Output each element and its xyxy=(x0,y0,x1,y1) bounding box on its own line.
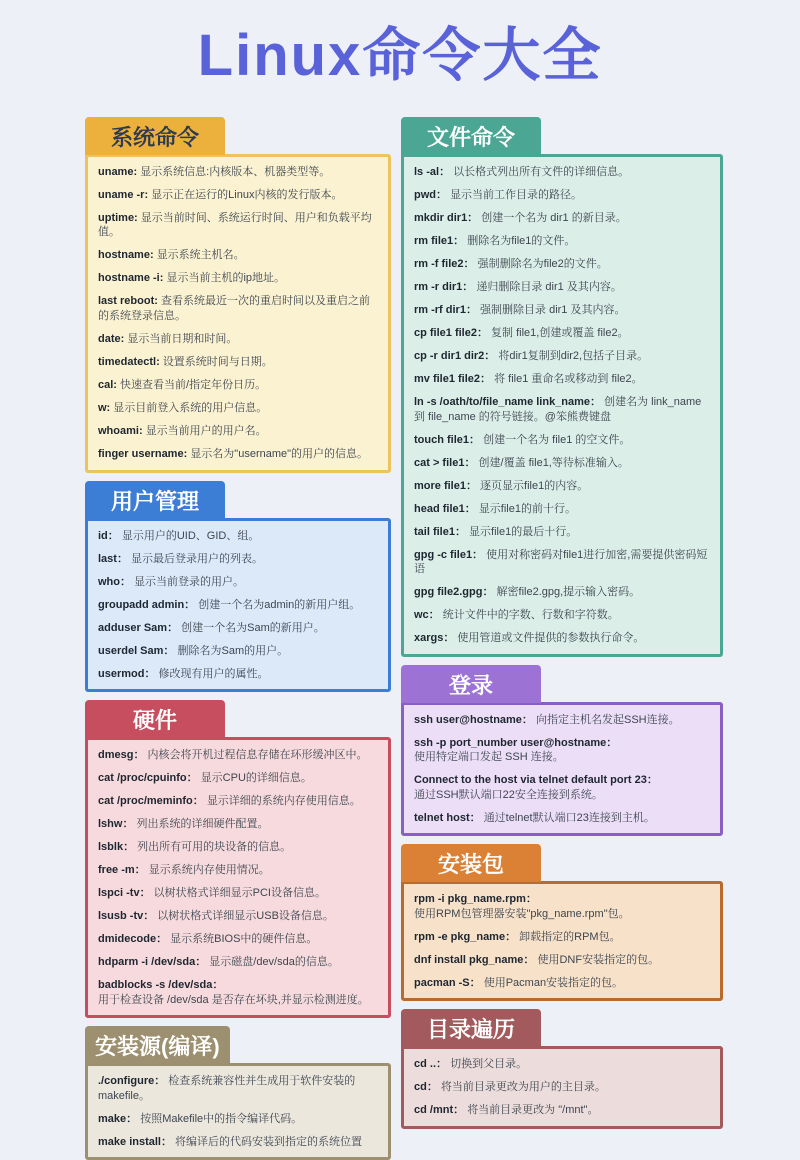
command-name: pacman -S： xyxy=(414,976,481,989)
command-name: rpm -i pkg_name.rpm： xyxy=(414,893,537,906)
section-header-tab xyxy=(401,665,541,703)
command-description: 显示CPU的详细信息。 xyxy=(200,772,312,785)
section-install-source xyxy=(85,1026,391,1160)
command-description: 将当前目录更改为用户的主目录。 xyxy=(440,1081,606,1094)
command-entry xyxy=(414,257,710,272)
command-entry xyxy=(414,349,710,364)
command-name: mkdir dir1： xyxy=(414,211,479,224)
command-name: cal: xyxy=(98,379,117,392)
command-description: 使用管道或文件提供的参数执行命令。 xyxy=(457,632,645,645)
command-name: dmidecode： xyxy=(98,933,168,946)
command-entry xyxy=(98,1112,378,1127)
command-description: 显示磁盘/dev/sda的信息。 xyxy=(209,956,339,969)
command-entry xyxy=(98,188,378,203)
command-name: adduser Sam： xyxy=(98,621,179,634)
section-body xyxy=(401,154,723,657)
command-entry xyxy=(414,211,710,226)
command-name: date: xyxy=(98,333,125,346)
command-entry xyxy=(98,271,378,286)
section-title: 安装包 xyxy=(437,852,504,878)
command-name: who： xyxy=(98,575,131,588)
command-name: lshw： xyxy=(98,818,134,831)
command-entry xyxy=(98,1074,378,1103)
command-entry xyxy=(98,978,378,1007)
section-header-tab xyxy=(85,117,225,155)
command-description: 创建/覆盖 file1,等待标准输入。 xyxy=(478,456,629,469)
command-entry xyxy=(98,355,378,370)
right-column xyxy=(401,117,723,1160)
section-body xyxy=(85,154,391,473)
command-name: id： xyxy=(98,529,119,542)
command-entry xyxy=(414,280,710,295)
command-entry xyxy=(414,713,710,728)
command-entry xyxy=(414,525,710,540)
command-description: 以树状格式详细显示PCI设备信息。 xyxy=(153,887,326,900)
command-entry xyxy=(98,644,378,659)
section-title: 文件命令 xyxy=(426,124,515,150)
command-description: 将 file1 重命名或移动到 file2。 xyxy=(494,373,643,386)
command-description: 统计文件中的字数、行数和字符数。 xyxy=(442,609,619,622)
command-description: 创建名为 link_name 到 file_name 的符号链接。@笨熊费键盘 xyxy=(414,396,702,423)
command-entry xyxy=(98,552,378,567)
section-body xyxy=(401,1046,723,1129)
command-description: 使用Pacman安装指定的包。 xyxy=(483,976,624,989)
command-name: uname: xyxy=(98,165,138,178)
command-description: 显示当前用户的用户名。 xyxy=(145,425,267,438)
command-name: make： xyxy=(98,1112,138,1125)
command-name: rm -f file2： xyxy=(414,257,475,270)
command-description: 强制删除名为file2的文件。 xyxy=(477,257,608,270)
command-entry xyxy=(98,932,378,947)
command-description: 以长格式列出所有文件的详细信息。 xyxy=(453,165,630,178)
command-description: 创建一个名为 dir1 的新目录。 xyxy=(481,211,627,224)
section-file-commands xyxy=(401,117,723,657)
command-entry xyxy=(98,401,378,416)
command-name: whoami: xyxy=(98,425,143,438)
command-description: 删除名为file1的文件。 xyxy=(467,234,576,247)
command-entry xyxy=(414,456,710,471)
section-header-tab xyxy=(401,117,541,155)
command-entry xyxy=(414,953,710,968)
section-header-tab xyxy=(85,700,225,738)
section-title: 安装源(编译) xyxy=(95,1034,220,1060)
command-name: usermod： xyxy=(98,667,156,680)
section-title: 系统命令 xyxy=(110,124,199,150)
command-name: gpg -c file1： xyxy=(414,548,484,561)
command-entry xyxy=(98,378,378,393)
command-name: cat > file1： xyxy=(414,456,476,469)
section-body xyxy=(85,518,391,693)
command-name: uptime: xyxy=(98,211,138,224)
command-name: Connect to the host via telnet default port 23： xyxy=(414,774,658,787)
command-description: 显示file1的前十行。 xyxy=(478,502,576,515)
command-name: ssh user@hostname： xyxy=(414,713,533,726)
command-description: 列出所有可用的块设备的信息。 xyxy=(137,841,292,854)
command-name: ./configure： xyxy=(98,1075,166,1088)
command-entry xyxy=(414,811,710,826)
section-title: 用户管理 xyxy=(110,488,199,514)
columns-container xyxy=(0,117,800,1160)
command-name: timedatectl: xyxy=(98,356,160,369)
command-description: 将当前目录更改为 "/mnt"。 xyxy=(467,1104,599,1117)
section-body xyxy=(85,737,391,1018)
command-name: more file1： xyxy=(414,479,477,492)
command-description: 切换到父目录。 xyxy=(450,1058,528,1071)
command-description: 查看系统最近一次的重启时间以及重启之前的系统登录信息。 xyxy=(98,295,370,322)
command-entry xyxy=(98,332,378,347)
command-description: 删除名为Sam的用户。 xyxy=(177,644,289,657)
section-system-commands xyxy=(85,117,391,473)
command-name: cd： xyxy=(414,1081,438,1094)
command-description: 显示名为"username"的用户的信息。 xyxy=(190,448,369,461)
command-entry xyxy=(414,548,710,577)
command-description: 显示系统主机名。 xyxy=(156,249,245,262)
command-description: 列出系统的详细硬件配置。 xyxy=(136,818,269,831)
command-description: 显示系统信息:内核版本、机器类型等。 xyxy=(140,165,331,178)
command-entry xyxy=(98,424,378,439)
command-name: badblocks -s /dev/sda： xyxy=(98,979,224,992)
command-name: lsusb -tv： xyxy=(98,910,155,923)
command-description: 通过SSH默认端口22安全连接到系统。 xyxy=(414,788,603,801)
command-name: last reboot: xyxy=(98,295,158,308)
command-description: 显示当前登录的用户。 xyxy=(134,575,245,588)
command-name: telnet host： xyxy=(414,811,481,824)
command-name: cat /proc/meminfo： xyxy=(98,795,204,808)
command-entry xyxy=(414,234,710,249)
command-entry xyxy=(98,621,378,636)
section-hardware xyxy=(85,700,391,1018)
command-entry xyxy=(414,326,710,341)
command-name: rpm -e pkg_name： xyxy=(414,930,517,943)
command-entry xyxy=(98,575,378,590)
command-name: w: xyxy=(98,402,111,415)
command-name: mv file1 file2： xyxy=(414,373,492,386)
command-name: dmesg： xyxy=(98,749,145,762)
command-entry xyxy=(98,447,378,462)
command-description: 内核会将开机过程信息存储在环形缓冲区中。 xyxy=(147,749,368,762)
command-description: 卸载指定的RPM包。 xyxy=(519,930,621,943)
command-description: 检查系统兼容性并生成用于软件安装的makefile。 xyxy=(98,1075,356,1102)
command-entry xyxy=(98,748,378,763)
command-description: 显示file1的最后十行。 xyxy=(469,525,578,538)
command-entry xyxy=(98,598,378,613)
command-description: 使用DNF安装指定的包。 xyxy=(537,953,660,966)
command-entry xyxy=(98,840,378,855)
command-entry xyxy=(414,165,710,180)
command-entry xyxy=(414,1103,710,1118)
command-description: 将编译后的代码安装到指定的系统位置 xyxy=(175,1135,363,1148)
section-title: 登录 xyxy=(448,672,493,698)
command-description: 以树状格式详细显示USB设备信息。 xyxy=(157,910,334,923)
command-name: cd ..： xyxy=(414,1058,448,1071)
command-entry xyxy=(414,479,710,494)
command-name: uname -r: xyxy=(98,188,149,201)
command-entry xyxy=(414,502,710,517)
section-header-tab xyxy=(85,1026,230,1064)
command-entry xyxy=(414,773,710,802)
command-entry xyxy=(414,395,710,424)
command-name: cd /mnt： xyxy=(414,1104,465,1117)
command-name: cp -r dir1 dir2： xyxy=(414,350,496,363)
command-entry xyxy=(98,248,378,263)
command-description: 显示当前主机的ip地址。 xyxy=(166,272,286,285)
command-entry xyxy=(414,585,710,600)
command-entry xyxy=(414,1057,710,1072)
command-description: 用于检查设备 /dev/sda 是否存在坏块,并显示检测进度。 xyxy=(98,993,369,1006)
section-title: 目录遍历 xyxy=(426,1017,515,1043)
command-name: lsblk： xyxy=(98,841,135,854)
command-entry xyxy=(98,211,378,240)
command-name: groupadd admin： xyxy=(98,598,196,611)
command-description: 解密file2.gpg,提示输入密码。 xyxy=(496,586,641,599)
command-name: xargs： xyxy=(414,632,455,645)
command-entry xyxy=(414,188,710,203)
command-name: hostname -i: xyxy=(98,272,164,285)
command-description: 快速查看当前/指定年份日历。 xyxy=(120,379,267,392)
section-title: 硬件 xyxy=(132,708,177,734)
command-description: 显示用户的UID、GID、组。 xyxy=(121,529,260,542)
command-description: 递归删除目录 dir1 及其内容。 xyxy=(476,280,622,293)
command-description: 创建一个名为admin的新用户组。 xyxy=(198,598,361,611)
command-name: head file1： xyxy=(414,502,476,515)
command-name: cat /proc/cpuinfo： xyxy=(98,772,198,785)
command-name: make install： xyxy=(98,1135,172,1148)
command-name: pwd： xyxy=(414,188,447,201)
command-name: gpg file2.gpg： xyxy=(414,586,494,599)
section-header-tab xyxy=(401,1009,541,1047)
command-description: 显示最后登录用户的列表。 xyxy=(131,552,264,565)
section-body xyxy=(401,881,723,1001)
command-entry xyxy=(414,631,710,646)
command-entry xyxy=(98,165,378,180)
command-name: userdel Sam： xyxy=(98,644,175,657)
command-name: finger username: xyxy=(98,448,188,461)
command-description: 向指定主机名发起SSH连接。 xyxy=(536,713,680,726)
command-name: last： xyxy=(98,552,128,565)
command-entry xyxy=(414,608,710,623)
command-description: 使用RPM包管理器安装"pkg_name.rpm"包。 xyxy=(414,907,630,920)
command-name: wc： xyxy=(414,609,440,622)
left-column xyxy=(85,117,391,1160)
command-entry xyxy=(414,433,710,448)
section-header-tab xyxy=(401,844,541,882)
command-name: rm -rf dir1： xyxy=(414,303,477,316)
command-description: 创建一个名为Sam的新用户。 xyxy=(181,621,325,634)
command-name: cp file1 file2： xyxy=(414,327,488,339)
command-description: 显示当前时间、系统运行时间、用户和负载平均值。 xyxy=(98,211,372,239)
command-name: touch file1： xyxy=(414,433,481,446)
section-body xyxy=(401,702,723,837)
command-name: hdparm -i /dev/sda： xyxy=(98,956,207,969)
command-description: 使用特定端口发起 SSH 连接。 xyxy=(414,751,564,764)
command-name: free -m： xyxy=(98,864,146,877)
command-entry xyxy=(414,372,710,387)
command-entry xyxy=(98,955,378,970)
command-description: 显示系统内存使用情况。 xyxy=(148,864,270,877)
command-name: tail file1： xyxy=(414,525,466,538)
command-entry xyxy=(98,1135,378,1150)
section-directory-traversal xyxy=(401,1009,723,1129)
section-body xyxy=(85,1063,391,1160)
command-description: 按照Makefile中的指令编译代码。 xyxy=(140,1112,303,1125)
section-user-management xyxy=(85,481,391,693)
command-entry xyxy=(98,771,378,786)
command-description: 显示当前工作目录的路径。 xyxy=(450,188,583,201)
command-description: 逐页显示file1的内容。 xyxy=(480,479,589,492)
command-entry xyxy=(98,909,378,924)
command-name: rm -r dir1： xyxy=(414,280,474,293)
command-entry xyxy=(414,930,710,945)
command-entry xyxy=(414,736,710,765)
command-description: 显示正在运行的Linux内核的发行版本。 xyxy=(151,188,343,201)
command-name: ln -s /oath/to/file_name link_name： xyxy=(414,396,602,409)
command-description: 复制 file1,创建或覆盖 file2。 xyxy=(491,327,629,339)
command-description: 通过telnet默认端口23连接到主机。 xyxy=(483,811,655,824)
command-description: 创建一个名为 file1 的空文件。 xyxy=(483,433,631,446)
command-name: hostname: xyxy=(98,249,154,262)
command-description: 显示系统BIOS中的硬件信息。 xyxy=(170,933,318,946)
section-login xyxy=(401,665,723,837)
command-description: 修改现有用户的属性。 xyxy=(158,667,269,680)
command-description: 显示目前登入系统的用户信息。 xyxy=(113,402,268,415)
page-title: Linux命令大全 xyxy=(197,23,603,88)
command-entry xyxy=(414,976,710,991)
section-header-tab xyxy=(85,481,225,519)
command-name: lspci -tv： xyxy=(98,887,151,900)
command-description: 使用对称密码对file1进行加密,需要提供密码短语 xyxy=(414,548,708,576)
command-entry xyxy=(414,892,710,921)
command-entry xyxy=(98,667,378,682)
command-description: 显示当前日期和时间。 xyxy=(127,333,238,346)
command-entry xyxy=(98,294,378,323)
command-name: dnf install pkg_name： xyxy=(414,953,535,966)
command-entry xyxy=(98,794,378,809)
command-name: ssh -p port_number user@hostname： xyxy=(414,736,618,749)
command-entry xyxy=(98,886,378,901)
command-entry xyxy=(98,817,378,832)
command-entry xyxy=(414,1080,710,1095)
command-entry xyxy=(98,863,378,878)
command-name: ls -al： xyxy=(414,165,451,178)
command-name: rm file1： xyxy=(414,234,465,247)
command-entry xyxy=(98,529,378,544)
command-description: 设置系统时间与日期。 xyxy=(162,356,273,369)
command-entry xyxy=(414,303,710,318)
command-description: 显示详细的系统内存使用信息。 xyxy=(206,795,361,808)
command-description: 将dir1复制到dir2,包括子目录。 xyxy=(498,350,649,363)
command-description: 强制删除目录 dir1 及其内容。 xyxy=(480,303,626,316)
section-install-packages xyxy=(401,844,723,1001)
